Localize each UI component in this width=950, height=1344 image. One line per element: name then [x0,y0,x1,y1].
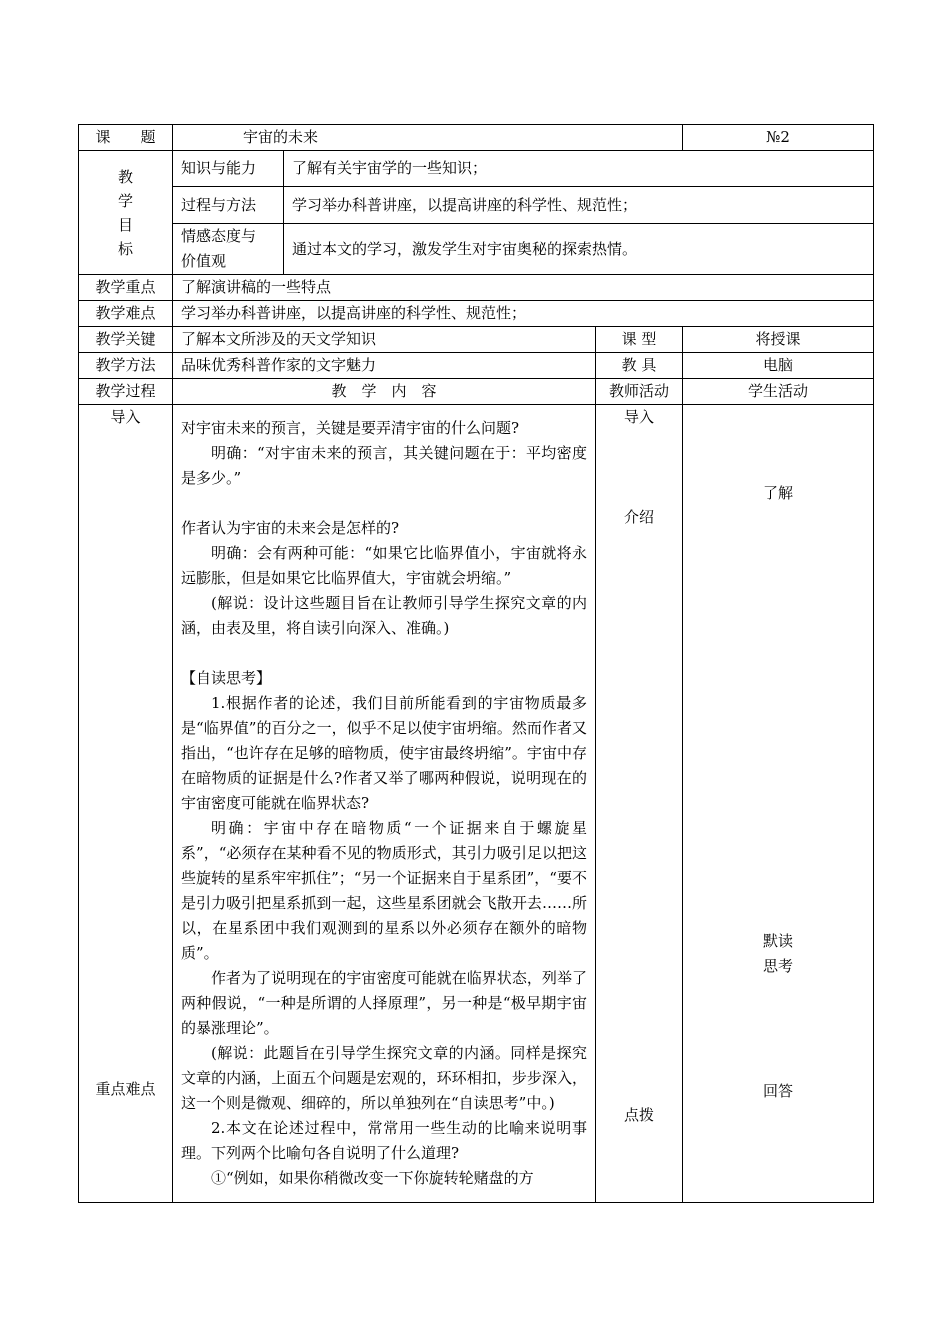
method-label: 教学方法 [79,353,173,379]
lesson-type-value: 将授课 [683,327,874,353]
focus-label: 教学重点 [79,275,173,301]
content-paragraph: 明确：宇宙中存在暗物质“一个证据来自于螺旋星系”，“必须存在某种看不见的物质形式，其引力吸引足以把这些旋转的星系牢牢抓住”；“另一个证据来自于星系团”，“要不是引力吸引把星系抓到一起，这些星系团就会飞散开去……所以，在星系团中我们观测到的星系以外必须存在额外的暗物质”。 [181,819,587,962]
blank-line [181,641,587,666]
student-answer: 回答 [763,1082,794,1100]
difficulty-value: 学习举办科普讲座，以提高讲座的科学性、规范性； [173,301,874,327]
objective-text-attitude: 通过本文的学习，激发学生对宇宙奥秘的探索热情。 [284,224,874,275]
tool-label: 教 具 [596,353,683,379]
process-label: 教学过程 [79,379,173,405]
objective-category-process: 过程与方法 [173,187,284,224]
content-header: 教 学 内 容 [173,379,596,405]
focus-value: 了解演讲稿的一些特点 [173,275,874,301]
student-activity-column [683,405,874,1203]
teacher-introduce: 介绍 [624,508,655,526]
content-paragraph: 1.根据作者的论述，我们目前所能看到的宇宙物质最多是“临界值”的百分之一，似乎不足以使宇宙坍缩。然而作者又指出，“也许存在足够的暗物质，使宇宙最终坍缩”。宇宙中存在暗物质的证据是什么?作者又举了哪两种假说，说明现在的宇宙密度可能就在临界状态? [181,694,587,812]
stage-column [79,405,173,1203]
topic-value: 宇宙的未来 [173,125,683,151]
blank-line [181,491,587,516]
tool-value: 电脑 [683,353,874,379]
student-understand: 了解 [763,484,794,502]
content-paragraph: 对宇宙未来的预言，关键是要弄清宇宙的什么问题? [181,419,520,437]
key-value: 了解本文所涉及的天文学知识 [173,327,596,353]
topic-label: 课 题 [79,125,173,151]
objective-category-knowledge: 知识与能力 [173,151,284,187]
content-paragraph: 明确：会有两种可能：“如果它比临界值小，宇宙就将永远膨胀，但是如果它比临界值大，宇宙就会坍缩。” [181,544,587,587]
content-paragraph: 作者认为宇宙的未来会是怎样的? [181,519,400,537]
student-think: 思考 [763,957,794,975]
objective-category-attitude: 情感态度与 价值观 [173,224,284,275]
teacher-activity-column [596,405,683,1203]
content-paragraph: 作者为了说明现在的宇宙密度可能就在临界状态，列举了两种假说，“一种是所谓的人择原理”，另一种是“极早期宇宙的暴涨理论”。 [181,969,587,1037]
student-silent-read: 默读 [763,932,794,950]
lesson-type-label: 课 型 [596,327,683,353]
objectives-label: 教 学 目 标 [79,151,173,275]
content-paragraph: 【自读思考】 [181,669,272,687]
teacher-guide: 点拨 [624,1106,655,1124]
key-label: 教学关键 [79,327,173,353]
objective-text-knowledge: 了解有关宇宙学的一些知识； [284,151,874,187]
method-value: 品味优秀科普作家的文字魅力 [173,353,596,379]
objective-text-process: 学习举办科普讲座，以提高讲座的科学性、规范性； [284,187,874,224]
teacher-activity-header: 教师活动 [596,379,683,405]
content-paragraph: (解说：设计这些题目旨在让教师引导学生探究文章的内涵，由表及里，将自读引向深入、准确。) [181,594,587,637]
stage-key-difficulty: 重点难点 [95,1080,156,1098]
teaching-content [173,405,596,1203]
teacher-intro: 导入 [624,408,655,426]
content-paragraph: ①“例如，如果你稍微改变一下你旋转轮赌盘的方 [211,1169,534,1187]
content-paragraph: 明确：“对宇宙未来的预言，其关键问题在于：平均密度是多少。” [181,444,587,487]
difficulty-label: 教学难点 [79,301,173,327]
content-paragraph: (解说：此题旨在引导学生探究文章的内涵。同样是探究文章的内涵，上面五个问题是宏观的，环环相扣，步步深入，这一个则是微观、细碎的，所以单独列在“自读思考”中。) [181,1044,587,1112]
student-activity-header: 学生活动 [683,379,874,405]
stage-intro: 导入 [110,408,141,426]
content-paragraph: 2.本文在论述过程中，常常用一些生动的比喻来说明事理。下列两个比喻句各自说明了什么道理? [181,1119,587,1162]
lesson-plan-table [78,124,874,1203]
lesson-number: №2 [683,125,874,151]
